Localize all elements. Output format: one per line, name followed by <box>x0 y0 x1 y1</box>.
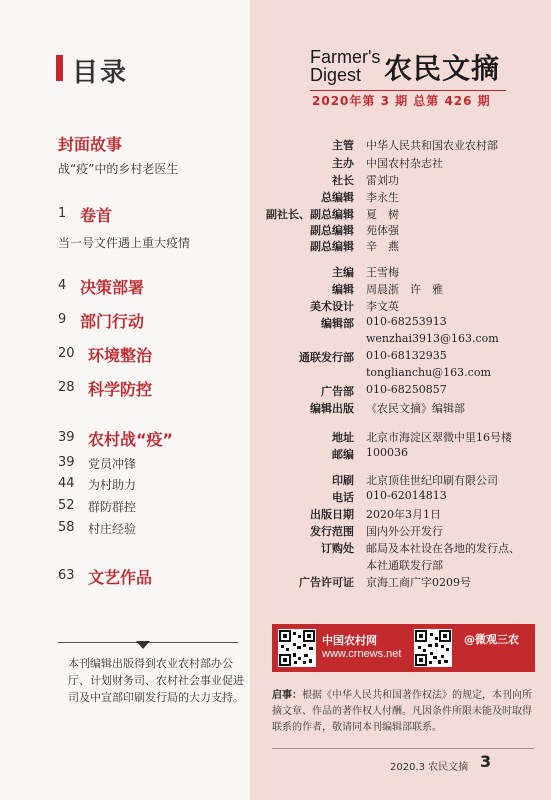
masthead-english <box>310 48 380 84</box>
masthead-chinese: 农民文摘 <box>384 52 501 85</box>
staff-value: 100036 <box>366 446 408 459</box>
staff-row <box>262 349 532 365</box>
staff-value: 010-62014813 <box>366 489 447 502</box>
toc-section-department[interactable]: 部门行动 <box>80 312 145 331</box>
toc-section-village-fight[interactable]: 农村战“疫” <box>88 430 174 449</box>
staff-label: 主管 <box>332 139 354 152</box>
staff-label: 美术设计 <box>310 300 354 313</box>
staff-row <box>262 298 532 314</box>
toc-page-number: 28 <box>58 380 75 395</box>
staff-label: 总编辑 <box>321 191 354 204</box>
toc-page-number: 58 <box>58 520 75 535</box>
staff-value: 辛 燕 <box>366 240 399 253</box>
footer-text: 2020.3 农民文摘 <box>390 762 469 773</box>
toc-page-number: 39 <box>58 430 75 445</box>
notice-label: 启事： <box>272 690 302 701</box>
staff-row <box>262 206 532 222</box>
toc-page-number: 52 <box>58 498 75 513</box>
staff-label: 主办 <box>332 157 354 170</box>
issue-divider <box>310 90 506 91</box>
staff-value: 本社通联发行部 <box>366 559 443 572</box>
staff-value: 北京顶佳世纪印刷有限公司 <box>366 474 498 487</box>
toc-subitem[interactable]: 党员冲锋 <box>88 457 137 471</box>
staff-value: 中华人民共和国农业农村部 <box>366 139 498 152</box>
staff-label: 电话 <box>332 491 354 504</box>
toc-title: 目录 <box>72 58 129 88</box>
staff-row <box>262 315 532 331</box>
staff-row <box>262 172 532 188</box>
toc-section-decision[interactable]: 决策部署 <box>80 278 145 297</box>
footer-divider <box>272 748 534 749</box>
staff-label: 副总编辑 <box>310 224 354 237</box>
toc-section-environment[interactable]: 环境整治 <box>88 346 153 365</box>
staff-value: 邮局及本社设在各地的发行点、 <box>366 542 520 555</box>
staff-value: 李永生 <box>366 191 399 204</box>
cover-story-heading[interactable]: 封面故事 <box>58 135 123 154</box>
staff-value: 雷刘功 <box>366 174 399 187</box>
staff-row <box>262 264 532 280</box>
copyright-notice <box>272 688 537 736</box>
staff-value: 010-68250857 <box>366 383 447 396</box>
toc-page-number: 20 <box>58 346 75 361</box>
staff-row <box>262 400 532 416</box>
staff-value: 010-68253913 <box>366 315 447 328</box>
staff-label: 发行范围 <box>310 525 354 538</box>
toc-subitem[interactable]: 为村助力 <box>88 478 137 492</box>
toc-page-number: 44 <box>58 476 75 491</box>
staff-value: 010-68132935 <box>366 349 447 362</box>
staff-row <box>262 155 532 171</box>
staff-label: 地址 <box>332 431 354 444</box>
weibo-handle[interactable]: @微观三农 <box>464 633 519 646</box>
staff-label: 编辑部 <box>321 317 354 330</box>
staff-label: 副社长、副总编辑 <box>266 208 354 221</box>
staff-label: 副总编辑 <box>310 240 354 253</box>
toc-page-number: 4 <box>58 278 67 293</box>
qr-code-icon[interactable] <box>414 629 452 667</box>
staff-row <box>262 137 532 153</box>
toc-page-number: 1 <box>58 206 67 221</box>
staff-row <box>262 506 532 522</box>
staff-row <box>262 222 532 238</box>
toc-page-number: 39 <box>58 455 75 470</box>
notice-text: 根据《中华人民共和国著作权法》的规定，本刊向所摘文章、作品的著作权人付酬。凡因条件所限未能及时取得联系的作者，敬请同本刊编辑部联系。 <box>272 690 532 733</box>
staff-label: 编辑 <box>332 283 354 296</box>
staff-label: 广告部 <box>321 385 354 398</box>
staff-value: 2020年3月1日 <box>366 508 441 521</box>
staff-value: 中国农村杂志社 <box>366 157 443 170</box>
cover-story-subtitle[interactable]: 战“疫”中的乡村老医生 <box>58 162 179 176</box>
staff-label: 编辑出版 <box>310 402 354 415</box>
issue-info: 2020年第 3 期 总第 426 期 <box>312 94 491 108</box>
site-name: 中国农村网 <box>322 634 377 647</box>
staff-value: 北京市海淀区翠微中里16号楼 <box>366 431 512 444</box>
staff-row <box>262 489 532 505</box>
toc-section-sub[interactable]: 当一号文件遇上重大疫情 <box>58 236 191 250</box>
staff-value: 李文英 <box>366 300 399 313</box>
toc-section-arts[interactable]: 文艺作品 <box>88 568 153 587</box>
site-url-link[interactable]: www.crnews.net <box>322 648 402 660</box>
staff-row <box>262 332 532 348</box>
staff-row <box>262 523 532 539</box>
chevron-down-icon <box>136 641 150 649</box>
staff-value: 夏 树 <box>366 208 399 221</box>
staff-label: 主编 <box>332 266 354 279</box>
staff-value: 国内外公开发行 <box>366 525 443 538</box>
staff-value: 苑体强 <box>366 224 399 237</box>
staff-email[interactable]: wenzhai3913@163.com <box>366 332 499 345</box>
toc-page-number: 63 <box>58 568 75 583</box>
masthead-english-line2: Digest <box>310 65 362 85</box>
staff-row <box>262 238 532 254</box>
toc-title-bar <box>56 55 63 81</box>
staff-label: 订购处 <box>321 542 354 555</box>
toc-section-juanshou[interactable]: 卷首 <box>80 206 113 225</box>
page-number: 3 <box>480 752 492 771</box>
staff-label: 广告许可证 <box>299 576 354 589</box>
staff-label: 社长 <box>332 174 354 187</box>
staff-label: 通联发行部 <box>299 351 354 364</box>
staff-value: 王雪梅 <box>366 266 399 279</box>
staff-label: 印刷 <box>332 474 354 487</box>
staff-value: 京海工商广字0209号 <box>366 576 471 589</box>
staff-row <box>262 429 532 445</box>
staff-value: 周晨浙 许 雅 <box>366 283 443 296</box>
staff-row <box>262 557 532 573</box>
staff-value: 《农民文摘》编辑部 <box>366 402 465 415</box>
staff-row <box>262 446 532 462</box>
staff-row <box>262 540 532 556</box>
staff-row <box>262 189 532 205</box>
staff-row <box>262 472 532 488</box>
support-note: 本刊编辑出版得到农业农村部办公厅、计划财务司、农村社会事业促进司及中宣部印刷发行局的大力支持。 <box>68 657 244 704</box>
toc-subitem[interactable]: 群防群控 <box>88 500 137 514</box>
staff-email[interactable]: tonglianchu@163.com <box>366 366 491 379</box>
qr-code-icon[interactable] <box>278 629 316 667</box>
toc-page-number: 9 <box>58 312 67 327</box>
toc-section-science[interactable]: 科学防控 <box>88 380 153 399</box>
toc-subitem[interactable]: 村庄经验 <box>88 522 137 536</box>
staff-row <box>262 383 532 399</box>
masthead-english-line1: Farmer's <box>310 47 381 67</box>
staff-row <box>262 366 532 382</box>
staff-row <box>262 281 532 297</box>
staff-row <box>262 574 532 590</box>
staff-label: 邮编 <box>332 448 354 461</box>
staff-label: 出版日期 <box>310 508 354 521</box>
